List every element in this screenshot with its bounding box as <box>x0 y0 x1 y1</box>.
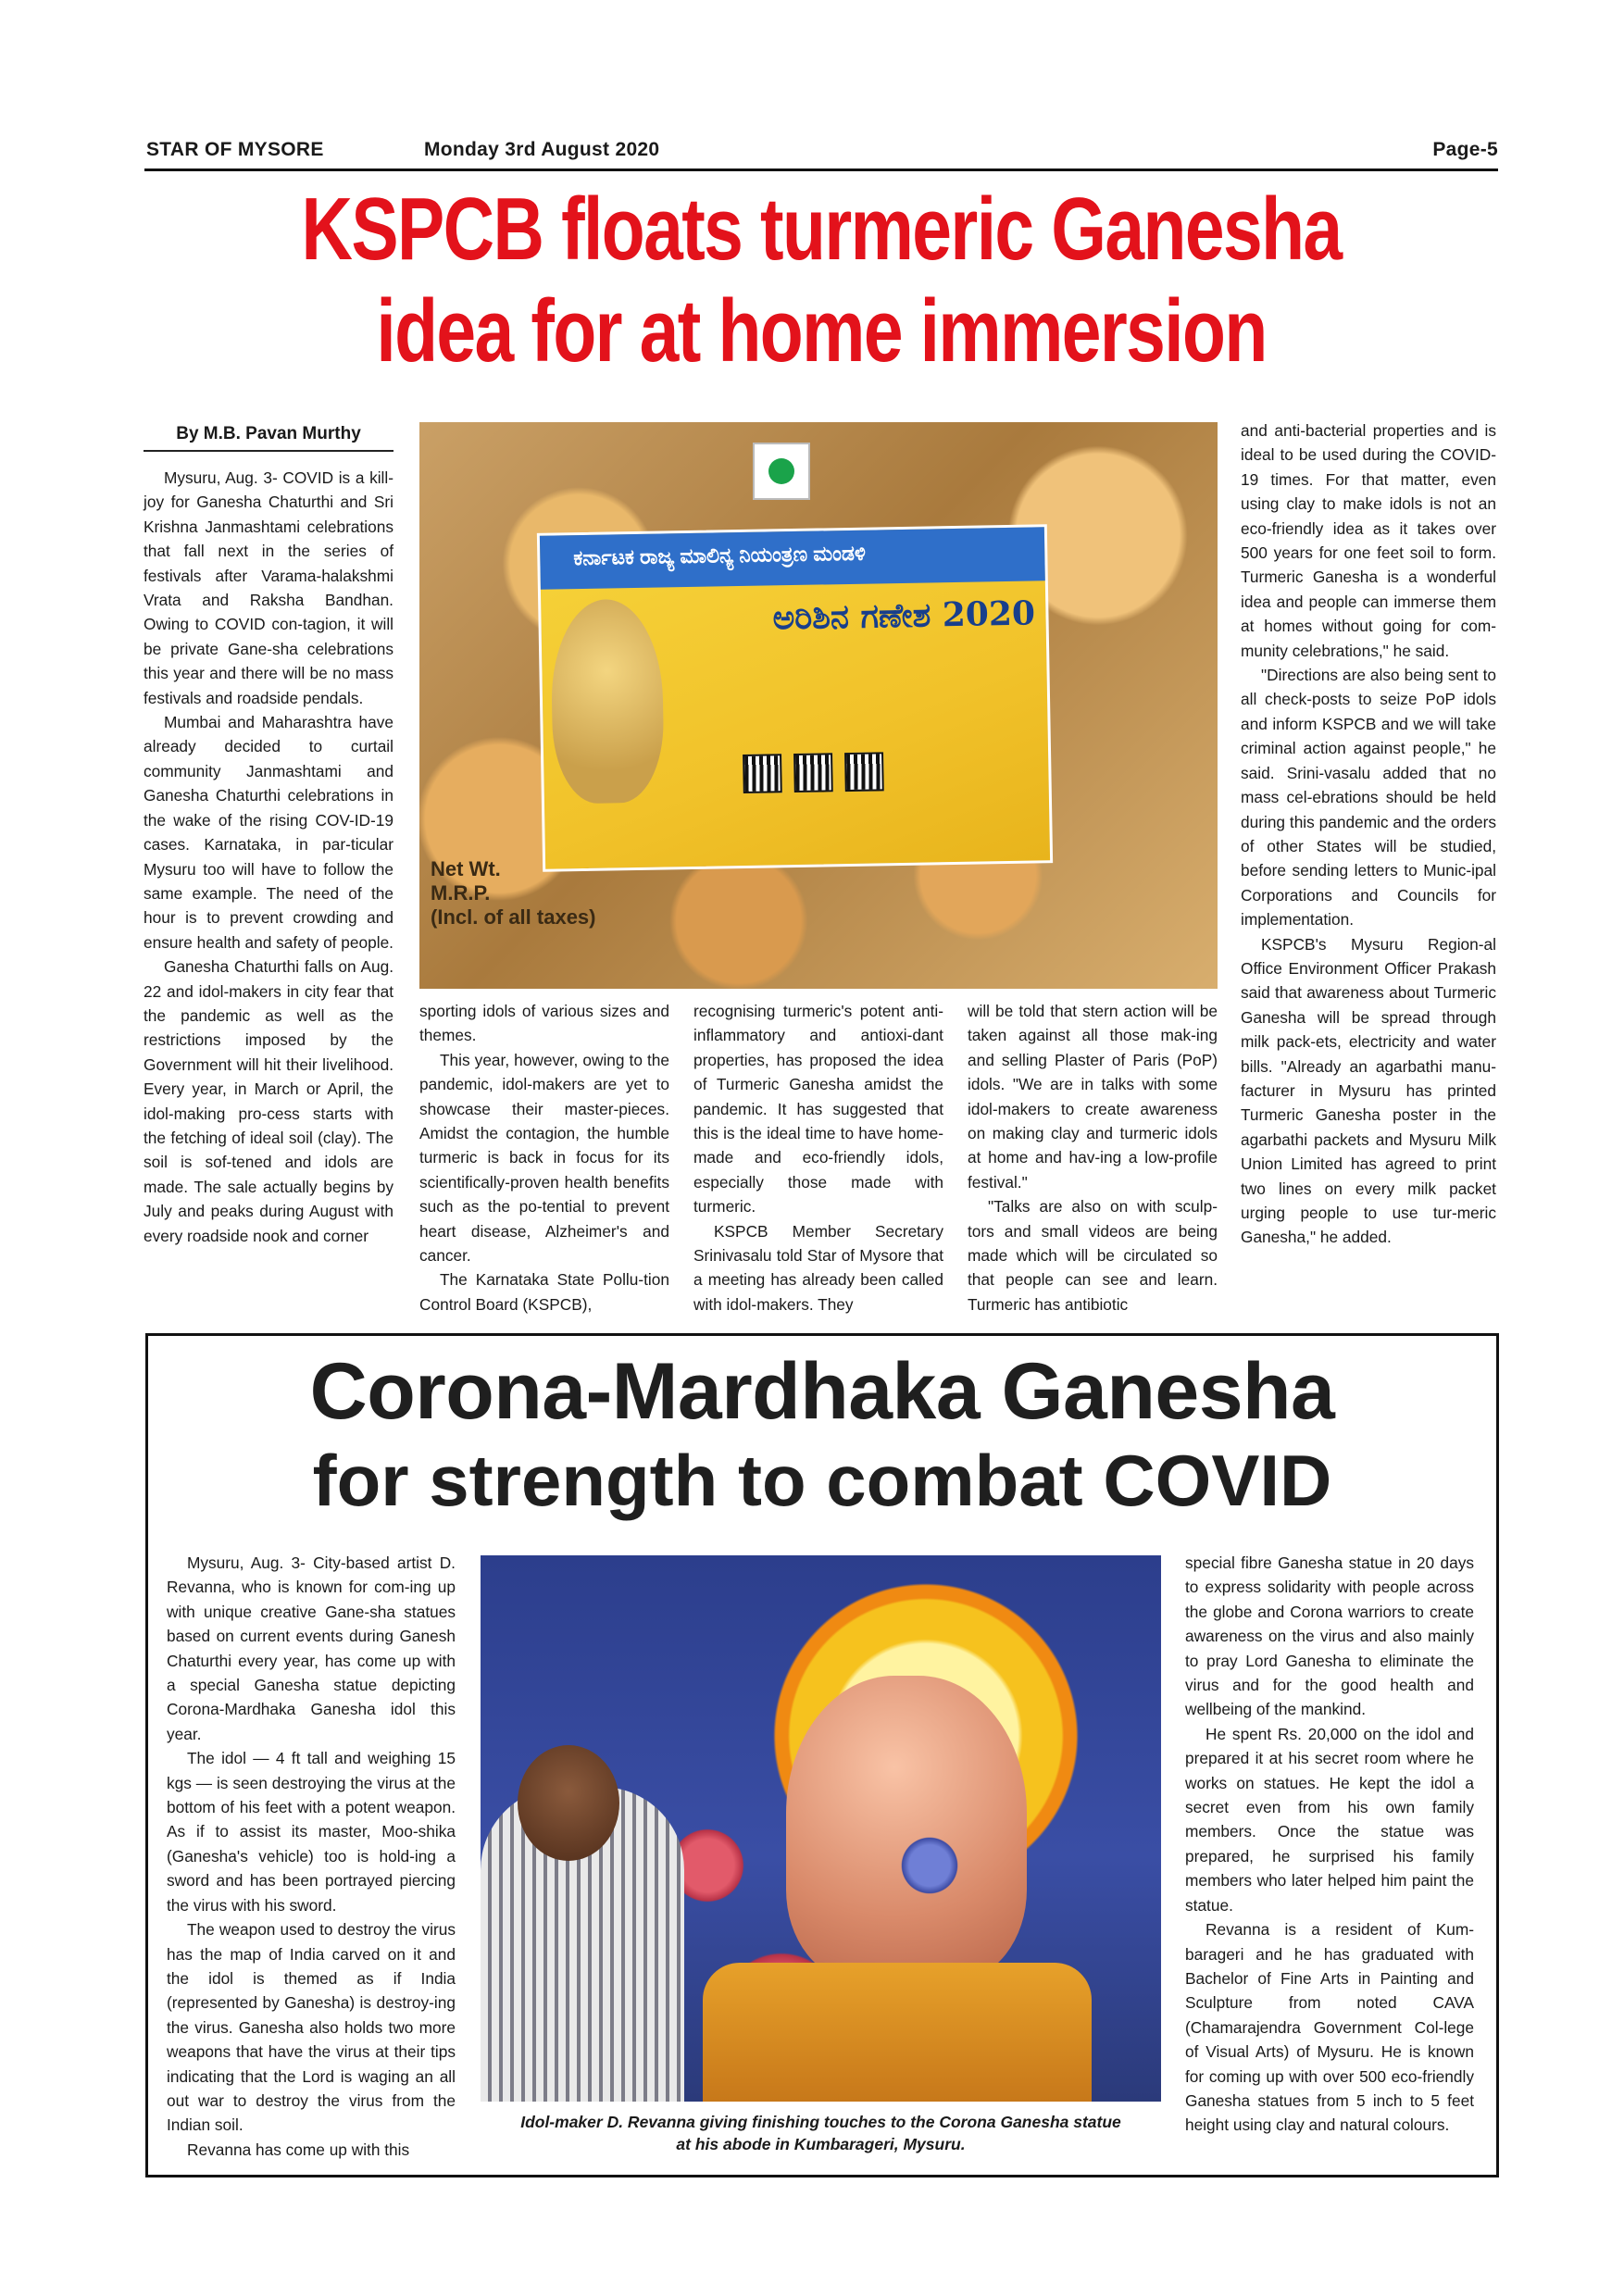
paragraph: will be told that stern action will be taken against all those mak-ing and selling Plaster of Paris (PoP) idols. "We are in talks with some idol-makers to create awareness on making clay and turmeric idols at home and hav-ing a low-profile festival." <box>968 1002 1218 1192</box>
paragraph: Mumbai and Maharashtra have already decided to curtail community Janmashtami and Ganesha Chaturthi celebrations in the wake of the rising COV-ID-19 cases. Karnataka, in par-ticular Mysuru too will have to follow the same example. The need of the hour is to prevent crowding and ensure health and safety of people. <box>144 713 394 952</box>
paragraph: KSPCB Member Secretary Srinivasalu told Star of Mysore that a meeting has already been called with idol-makers. They <box>693 1221 943 1314</box>
masthead-rule <box>144 168 1498 171</box>
paragraph: Revanna is a resident of Kum-barageri and he has graduated with Bachelor of Fine Arts in Painting and Sculpture from noted CAVA (Chamarajendra Government Col-lege of Visual Arts) of Mysuru. He is known for coming up with over 500 eco-friendly Ganesha statues from 5 inch to 5 feet height using clay and natural colours. <box>1185 1920 1474 2135</box>
paragraph: Mysuru, Aug. 3- City-based artist D. Revanna, who is known for com-ing up with unique creative Gane-sha statues based on current events during Ganesh Chaturthi every year, has come up with a special Ganesha statue depicting Corona-Mardhaka Ganesha idol this year. <box>167 1554 456 1743</box>
story2-headline-line-1: Corona-Mardhaka Ganesha <box>309 1347 1335 1436</box>
issue-date: Monday 3rd August 2020 <box>424 139 660 160</box>
product-label <box>537 524 1053 872</box>
veg-mark-icon <box>753 443 810 500</box>
pack-info: Net Wt. M.R.P. (Incl. of all taxes) <box>431 857 596 929</box>
paragraph: "Talks are also on with sculp-tors and small videos are being made which will be circulated so that people can see and learn. Turmeric has antibiotic <box>968 1197 1218 1314</box>
caption-line-1: Idol-maker D. Revanna giving finishing touches to the Corona Ganesha statue <box>520 2113 1121 2131</box>
paragraph: This year, however, owing to the pandemic, idol-makers are yet to showcase their master-pieces. Amidst the contagion, the humble turmeric is back in focus for its scientifically-proven health benefits such as the po-tential to prevent heart disease, Alzheimer's and cancer. <box>419 1050 669 1266</box>
byline: By M.B. Pavan Murthy <box>144 424 394 452</box>
qr-code-icon <box>793 753 833 792</box>
paragraph: He spent Rs. 20,000 on the idol and prepared it at his secret room where he works on statues. He kept the idol a secret even from his own family members. Once the statue was prepared, he surprised his family members who later helped him paint the statue. <box>1185 1724 1474 1915</box>
paragraph: Mysuru, Aug. 3- COVID is a kill-joy for Ganesha Chaturthi and Sri Krishna Janmashtami celebrations that fall next in the series of festivals after Varama-halakshmi Vrata and Raksha Bandhan. Owing to COVID con-tagion, it will be private Gane-sha celebrations this year and there will be no mass festivals and roadside pendals. <box>144 468 394 707</box>
ganesha-idol-icon <box>550 599 665 805</box>
paragraph: The idol — 4 ft tall and weighing 15 kgs — is seen destroying the virus at the bottom of his feet with a potent weapon. As if to assist its master, Moo-shika (Ganesha's vehicle) too is hold-ing a sword and has been portrayed piercing the virus with his sword. <box>167 1749 456 1915</box>
board-name: ಕರ್ನಾಟಕ ರಾಜ್ಯ ಮಾಲಿನ್ಯ ನಿಯಂತ್ರಣ ಮಂಡಳಿ <box>573 541 867 570</box>
paragraph: recognising turmeric's potent anti-inflammatory and antioxi-dant properties, has proposed the idea of Turmeric Ganesha amidst the pandemic. It has suggested that this is the ideal time to have home-made and eco-friendly idols, especially those made with turmeric. <box>693 1002 943 1217</box>
paragraph: and anti-bacterial properties and is ideal to be used during the COVID-19 times. For that matter, even using clay to make idols is not an eco-friendly idea as it takes over 500 years for one feet soil to form. Turmeric Ganesha is a wonderful idea and people can immerse them at homes without going for com-munity celebrations," he said. <box>1241 421 1496 660</box>
paper-name: STAR OF MYSORE <box>146 139 324 160</box>
paragraph: special fibre Ganesha statue in 20 days to express solidarity with people across the globe and Corona warriors to create awareness on the virus and also mainly to pray Lord Ganesha to eliminate the virus and for the good health and wellbeing of the mankind. <box>1185 1554 1474 1719</box>
story2-right-column <box>1185 1551 1474 2138</box>
ganesha-idol-icon <box>786 1676 1027 1981</box>
paragraph: Revanna has come up with this <box>187 2140 410 2159</box>
paragraph: KSPCB's Mysuru Region-al Office Environment Officer Prakash said that awareness about Turmeric Ganesha will be spread through milk pack-ets, electricity and water bills. "Already an agarbathi manu-facturer in Mysuru has printed Turmeric Ganesha poster in the agarbathi packets and Mysuru Milk Union Limited has agreed to print two lines on every milk packet urging people to use tur-meric Ganesha," he added. <box>1241 934 1496 1247</box>
story1-column-4 <box>968 999 1218 1316</box>
headline-line-1: KSPCB floats turmeric Ganesha <box>301 180 1342 279</box>
page-number: Page-5 <box>1432 139 1498 160</box>
caption-line-2: at his abode in Kumbarageri, Mysuru. <box>676 2135 966 2153</box>
virus-icon <box>897 1833 962 1898</box>
product-title: ಅರಿಶಿನ ಗಣೇಶ 2020 <box>772 593 1036 638</box>
turmeric-ganesha-photo <box>419 422 1218 989</box>
paragraph: "Directions are also being sent to all check-posts to seize PoP idols and inform KSPCB and we will take criminal action against people," he said. Srini-vasalu added that no mass cel-ebrations should be held during this pandemic and the orders of other States will be studied, before sending letters to Munic-ipal Corporations and Councils for implementation. <box>1241 666 1496 930</box>
qr-code-icon <box>844 752 884 792</box>
qr-code-icon <box>743 754 782 793</box>
photo-caption <box>481 2111 1161 2155</box>
paragraph: sporting idols of various sizes and themes. <box>419 1002 669 1045</box>
artist-head <box>518 1745 619 1861</box>
story1-column-1 <box>144 466 394 1248</box>
paragraph: The weapon used to destroy the virus has the map of India carved on it and the idol is themed as if India (represented by Ganesha) is destroy-ing the virus. Ganesha also holds two more weapons that have the virus at their tips indicating that the Lord is waging an all out war to destroy the virus from the Indian soil. <box>167 1920 456 2135</box>
idol-pedestal <box>703 1963 1092 2102</box>
story1-column-5 <box>1241 418 1496 1250</box>
paragraph: Ganesha Chaturthi falls on Aug. 22 and idol-makers in city fear that the pandemic as well as the restrictions imposed by the Government will hit their livelihood. Every year, in March or April, the idol-making pro-cess starts with the fetching of ideal soil (clay). The soil is sof-tened and idols are made. The sale actually begins by July and peaks during August with every roadside nook and corner <box>144 957 394 1245</box>
story2-left-column <box>167 1551 456 2162</box>
story1-column-3 <box>693 999 943 1316</box>
corona-ganesha-photo <box>481 1555 1161 2102</box>
paragraph: The Karnataka State Pollu-tion Control Board (KSPCB), <box>419 1270 669 1314</box>
headline-line-2: idea for at home immersion <box>376 281 1267 381</box>
story2-headline-line-2: for strength to combat COVID <box>312 1440 1332 1521</box>
story1-column-2 <box>419 999 669 1316</box>
